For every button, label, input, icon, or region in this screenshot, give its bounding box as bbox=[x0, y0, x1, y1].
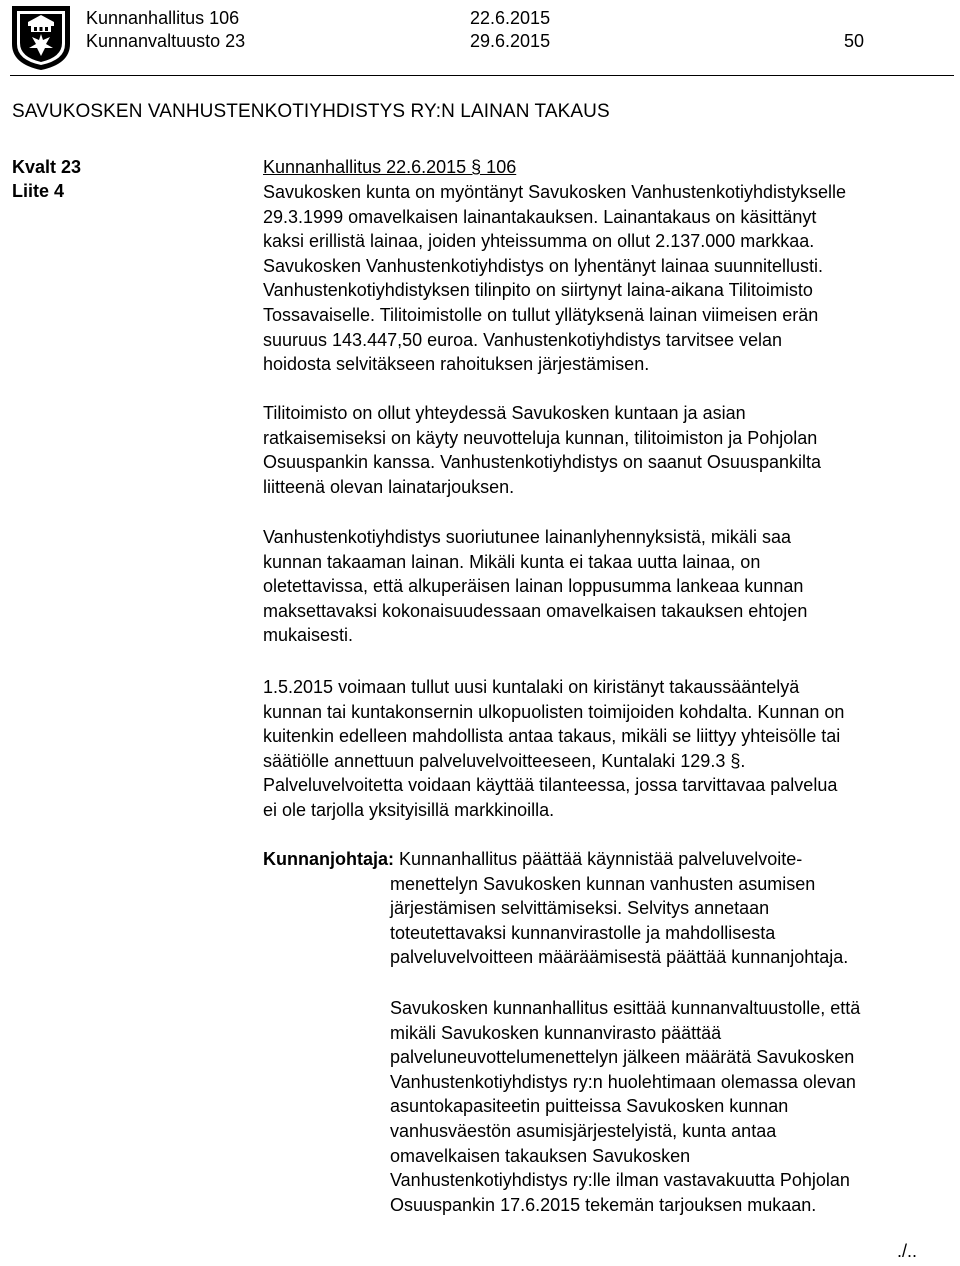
proposal-label: Kunnanjohtaja: bbox=[263, 849, 394, 869]
minutes-reference: Kunnanhallitus 22.6.2015 § 106 bbox=[263, 157, 517, 177]
proposal-first-line: Kunnanhallitus päättää käynnistää palveluvelvoite- bbox=[399, 849, 803, 869]
paragraph-line: kunnan tai kuntakonsernin ulkopuolisten toimijoiden kohdalta. Kunnan on bbox=[263, 701, 845, 722]
proposal-paragraph bbox=[263, 847, 958, 970]
paragraph-line: 1.5.2015 voimaan tullut uusi kuntalaki on kiristänyt takaussääntelyä bbox=[263, 677, 800, 697]
paragraph-line: Vanhustenkotiyhdistys suoriutunee lainanlyhennyksistä, mikäli saa bbox=[263, 527, 791, 547]
header-number-2: 23 bbox=[225, 31, 246, 51]
page-number: 50 bbox=[844, 31, 865, 51]
paragraph-line: Vanhustenkotiyhdistyksen tilinpito on siirtynyt laina-aikana Tilitoimisto bbox=[263, 280, 813, 301]
paragraph-line: liitteenä olevan lainatarjouksen. bbox=[263, 476, 515, 497]
paragraph-line: Osuuspankin 17.6.2015 tekemän tarjouksen mukaan. bbox=[390, 1194, 817, 1215]
paragraph-line: maksettavaksi kokonaisuudessaan omavelkaisen takauksen ehtojen bbox=[263, 600, 808, 621]
header-divider bbox=[10, 75, 954, 76]
paragraph-1 bbox=[263, 180, 958, 377]
paragraph-line: Vanhustenkotiyhdistys ry:lle ilman vastavakuutta Pohjolan bbox=[390, 1170, 850, 1191]
paragraph-line: mikäli Savukosken kunnanvirasto päättää bbox=[390, 1022, 722, 1043]
continuation-mark: ./.. bbox=[897, 1241, 918, 1261]
kvalt-label: Kvalt 23 bbox=[12, 157, 82, 177]
paragraph-line: Tilitoimisto on ollut yhteydessä Savukosken kuntaan ja asian bbox=[263, 403, 746, 423]
paragraph-line: Palveluvelvoitetta voidaan käyttää tilanteessa, jossa tarvittavaa palvelua bbox=[263, 775, 838, 796]
liite-label: Liite 4 bbox=[12, 181, 65, 201]
header-body-2: Kunnanvaltuusto bbox=[86, 31, 221, 51]
header-body-1: Kunnanhallitus bbox=[86, 8, 205, 28]
paragraph-line: palveluvelvoitteen määräämisestä päättää kunnanjohtaja. bbox=[390, 947, 849, 968]
paragraph-line: suuruus 143.447,50 euroa. Vanhustenkotiyhdistys tarvitsee velan bbox=[263, 329, 782, 350]
paragraph-line: kuitenkin edelleen mahdollista antaa takaus, mikäli se liittyy yhteisölle tai bbox=[263, 726, 841, 747]
paragraph-line: ei ole tarjolla yksityisillä markkinoilla. bbox=[263, 799, 555, 820]
paragraph-3 bbox=[263, 525, 958, 648]
paragraph-4 bbox=[263, 675, 958, 823]
paragraph-line: säätiölle annettuun palveluvelvoitteeseen, Kuntalaki 129.3 §. bbox=[263, 750, 746, 771]
paragraph-line: järjestämisen selvittämiseksi. Selvitys annetaan bbox=[390, 898, 770, 919]
paragraph-2 bbox=[263, 401, 958, 499]
paragraph-line: Savukosken kunnanhallitus esittää kunnanvaltuustolle, että bbox=[390, 998, 861, 1018]
header-number-1: 106 bbox=[209, 8, 240, 28]
paragraph-line: Tossavaiselle. Tilitoimistolle on tullut yllätyksenä lainan viimeisen erän bbox=[263, 304, 819, 325]
paragraph-line: kaksi erillistä lainaa, joiden yhteissumma on ollut 2.137.000 markkaa. bbox=[263, 231, 815, 252]
paragraph-line: Vanhustenkotiyhdistys ry:n huolehtimaan olemassa olevan bbox=[390, 1071, 856, 1092]
paragraph-line: mukaisesti. bbox=[263, 625, 354, 646]
paragraph-line: Savukosken kunta on myöntänyt Savukosken Vanhustenkotiyhdistykselle bbox=[263, 182, 847, 202]
paragraph-line: kunnan takaaman lainan. Mikäli kunta ei takaa uutta lainaa, on bbox=[263, 551, 761, 572]
paragraph-line: Osuuspankin kanssa. Vanhustenkotiyhdistys on saanut Osuuspankilta bbox=[263, 452, 821, 473]
paragraph-line: Savukosken Vanhustenkotiyhdistys on lyhentänyt lainaa suunnitellusti. bbox=[263, 255, 824, 276]
header-date-2: 29.6.2015 bbox=[470, 31, 551, 51]
coat-of-arms-icon bbox=[10, 4, 72, 72]
paragraph-line: vanhusväestön asumisjärjestelyistä, kunta antaa bbox=[390, 1120, 777, 1141]
paragraph-line: ratkaisemiseksi on käyty neuvotteluja kunnan, tilitoimiston ja Pohjolan bbox=[263, 427, 818, 448]
paragraph-line: oletettavissa, että alkuperäisen lainan loppusumma lankeaa kunnan bbox=[263, 576, 804, 597]
paragraph-line: menettelyn Savukosken kunnan vanhusten asumisen bbox=[390, 873, 816, 894]
paragraph-line: palveluneuvottelumenettelyn jälkeen määrätä Savukosken bbox=[390, 1047, 855, 1068]
paragraph-line: hoidosta selvitäkseen rahoituksen järjestämisen. bbox=[263, 354, 650, 375]
header-date-1: 22.6.2015 bbox=[470, 8, 551, 28]
paragraph-line: omavelkaisen takauksen Savukosken bbox=[390, 1145, 691, 1166]
paragraph-line: toteutettavaksi kunnanvirastolle ja mahdollisesta bbox=[390, 922, 776, 943]
proposal-second-paragraph bbox=[390, 996, 958, 1217]
document-title: SAVUKOSKEN VANHUSTENKOTIYHDISTYS RY:N LAINAN TAKAUS bbox=[12, 101, 610, 122]
paragraph-line: asuntokapasiteetin puitteissa Savukosken kunnan bbox=[390, 1096, 789, 1117]
paragraph-line: 29.3.1999 omavelkaisen lainantakauksen. Lainantakaus on käsittänyt bbox=[263, 206, 817, 227]
